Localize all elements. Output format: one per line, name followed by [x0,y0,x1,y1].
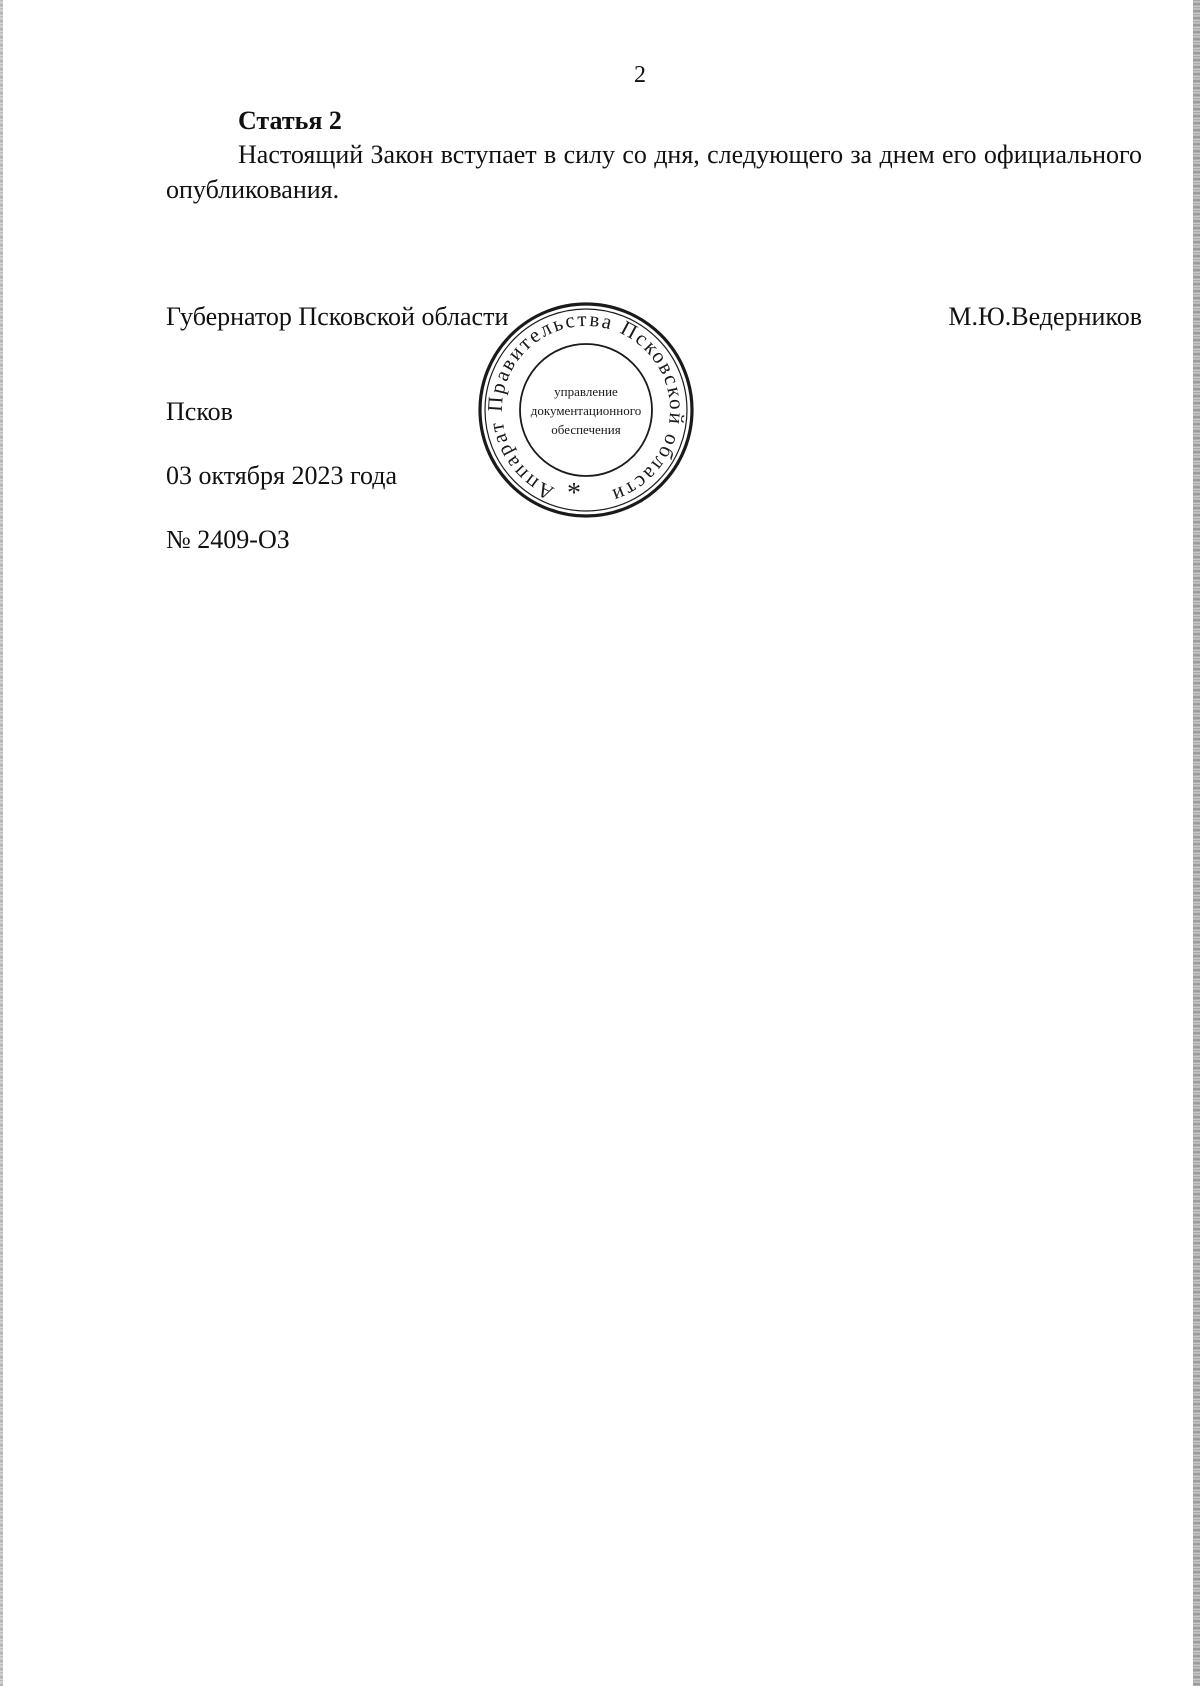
signing-date: 03 октября 2023 года [166,461,397,490]
seal-inner-line-3: обеспечения [551,422,621,437]
scan-edge-left [0,0,3,1686]
official-seal-stamp [474,298,698,522]
law-number: № 2409-ОЗ [166,525,290,554]
page-number: 2 [634,62,646,88]
signatory-name: М.Ю.Ведерников [948,302,1142,331]
place-of-signing: Псков [166,397,233,426]
seal-inner-line-2: документационного [530,403,642,418]
seal-star: * [567,478,581,509]
signatory-title: Губернатор Псковской области [166,302,509,331]
seal-outer-text-path: Аппарат Правительства Псковской области [482,306,690,508]
seal-inner-line-1: управление [554,384,618,399]
article-body: Настоящий Закон вступает в силу со дня, следующего за днем его официального опубликования. [166,140,1142,204]
scan-edge-right [1193,0,1200,1686]
article-title: Статья 2 [238,106,342,135]
